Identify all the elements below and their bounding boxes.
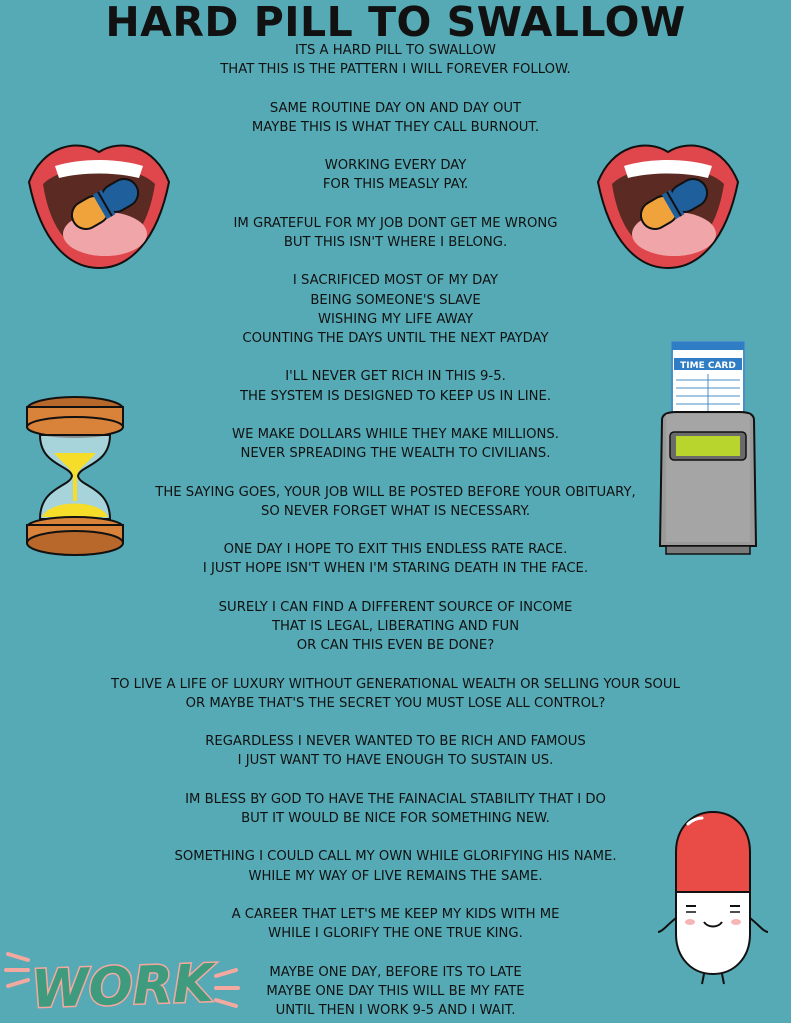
poem-line: THE SAYING GOES, YOUR JOB WILL BE POSTED BEFORE YOUR OBITUARY,	[155, 484, 636, 500]
stanza	[80, 271, 711, 348]
poem-line: WHILE MY WAY OF LIVE REMAINS THE SAME.	[248, 868, 543, 884]
smiling-pill-icon	[654, 808, 772, 988]
poem-line: ONE DAY I HOPE TO EXIT THIS ENDLESS RATE RACE.	[223, 542, 568, 558]
poem-line: ITS A HARD PILL TO SWALLOW	[295, 43, 496, 58]
poem-line: SURELY I CAN FIND A DIFFERENT SOURCE OF INCOME	[218, 599, 573, 615]
poem-line: COUNTING THE DAYS UNTIL THE NEXT PAYDAY	[242, 330, 549, 346]
poem-line: TO LIVE A LIFE OF LUXURY WITHOUT GENERATIONAL WEALTH OR SELLING YOUR SOUL	[111, 676, 680, 692]
poem-line: SO NEVER FORGET WHAT IS NECESSARY.	[260, 503, 531, 519]
time-card-label: TIME CARD	[680, 361, 736, 371]
stanza	[80, 732, 711, 770]
poem-line: OR CAN THIS EVEN BE DONE?	[296, 638, 495, 654]
stanza	[80, 99, 711, 137]
page-title: HARD PILL TO SWALLOW	[105, 0, 686, 46]
hourglass-icon	[24, 395, 126, 557]
work-badge	[2, 940, 242, 1020]
stanza	[80, 598, 711, 656]
poem-line: I'LL NEVER GET RICH IN THIS 9-5.	[285, 369, 506, 385]
mouth-right-icon	[594, 138, 742, 272]
stanza	[80, 540, 711, 578]
poem-line: SAME ROUTINE DAY ON AND DAY OUT	[269, 100, 522, 116]
poem-line: BEING SOMEONE'S SLAVE	[310, 292, 481, 308]
poem-line: FOR THIS MEASLY PAY.	[322, 177, 469, 193]
poem-line: A CAREER THAT LET'S ME KEEP MY KIDS WITH ME	[231, 906, 560, 922]
stanza	[80, 790, 711, 828]
poem-line: I JUST WANT TO HAVE ENOUGH TO SUSTAIN US.	[237, 753, 554, 769]
poem-line: OR MAYBE THAT'S THE SECRET YOU MUST LOSE ALL CONTROL?	[185, 695, 606, 711]
time-clock-icon	[656, 340, 760, 556]
stanza	[80, 905, 711, 943]
poem-line: THAT IS LEGAL, LIBERATING AND FUN	[271, 618, 520, 634]
poem-line: MAYBE ONE DAY THIS WILL BE MY FATE	[266, 983, 525, 999]
work-label: WORK	[30, 953, 215, 1020]
poem-line: REGARDLESS I NEVER WANTED TO BE RICH AND FAMOUS	[205, 734, 586, 750]
poem-line: IM GRATEFUL FOR MY JOB DONT GET ME WRONG	[233, 215, 558, 231]
poem-line: THAT THIS IS THE PATTERN I WILL FOREVER FOLLOW.	[220, 62, 571, 78]
poem-line: I SACRIFICED MOST OF MY DAY	[292, 273, 499, 289]
stanza	[80, 425, 711, 463]
poem-line: UNTIL THEN I WORK 9-5 AND I WAIT.	[275, 1002, 516, 1018]
poem-line: WORKING EVERY DAY	[324, 158, 467, 174]
stanza	[80, 483, 711, 521]
stanza	[80, 847, 711, 885]
poem-line: WISHING MY LIFE AWAY	[317, 311, 474, 327]
stanza	[80, 367, 711, 405]
poem-line: WHILE I GLORIFY THE ONE TRUE KING.	[268, 926, 523, 942]
poem-line: NEVER SPREADING THE WEALTH TO CIVILIANS.	[240, 446, 551, 462]
poem-line: WE MAKE DOLLARS WHILE THEY MAKE MILLIONS.	[232, 426, 559, 442]
poem-line: IM BLESS BY GOD TO HAVE THE FAINACIAL STABILITY THAT I DO	[185, 791, 606, 807]
stanza	[80, 41, 711, 79]
poem-line: MAYBE THIS IS WHAT THEY CALL BURNOUT.	[251, 119, 540, 135]
poem-line: I JUST HOPE ISN'T WHEN I'M STARING DEATH IN THE FACE.	[202, 561, 589, 577]
poem-line: MAYBE ONE DAY, BEFORE ITS TO LATE	[269, 964, 522, 980]
stanza	[80, 675, 711, 713]
poem-line: THE SYSTEM IS DESIGNED TO KEEP US IN LINE.	[239, 388, 552, 404]
poem-line: BUT IT WOULD BE NICE FOR SOMETHING NEW.	[241, 810, 550, 826]
poem-line: SOMETHING I COULD CALL MY OWN WHILE GLORIFYING HIS NAME.	[174, 849, 617, 865]
poem-line: BUT THIS ISN'T WHERE I BELONG.	[283, 234, 508, 250]
mouth-left-icon	[25, 138, 173, 272]
